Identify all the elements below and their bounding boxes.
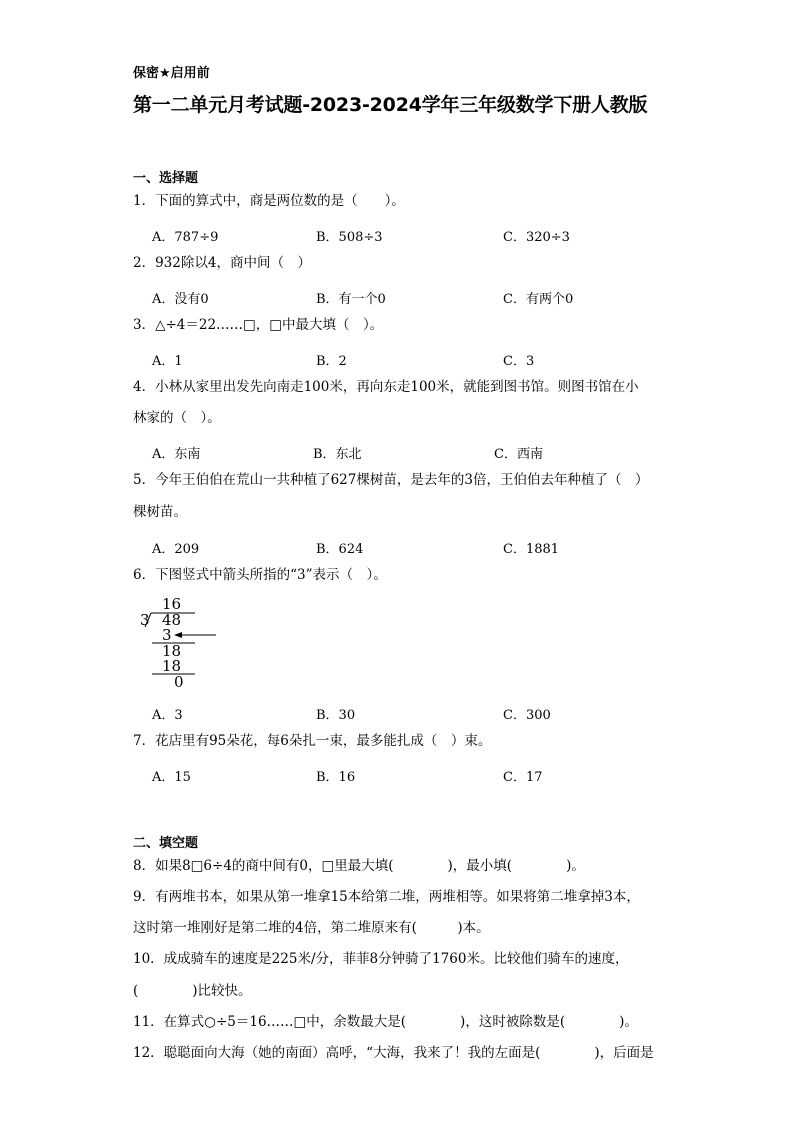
question-3: 3．△÷4＝22……□，□中最大填（ ）。 xyxy=(133,317,384,333)
option-2c: C．有两个0 xyxy=(503,292,574,307)
question-5-line2: 棵树苗。 xyxy=(133,504,187,520)
question-6: 6．下图竖式中箭头所指的“3”表示（ ）。 xyxy=(133,567,387,583)
division-step1: 3 xyxy=(162,626,172,644)
option-4b: B．东北 xyxy=(313,447,362,462)
question-2: 2．932除以4，商中间（ ） xyxy=(133,255,311,271)
option-7c: C．17 xyxy=(503,770,543,785)
option-6c: C．300 xyxy=(503,708,551,723)
question-10-line1: 10．成成骑车的速度是225米/分，菲菲8分钟骑了1760米。比较他们骑车的速度， xyxy=(133,951,629,967)
question-8: 8．如果8□6÷4的商中间有0，□里最大填( )，最小填( )。 xyxy=(133,858,585,874)
option-3b: B．2 xyxy=(316,354,347,369)
option-1c: C．320÷3 xyxy=(503,230,570,245)
secret-label: 保密★启用前 xyxy=(133,66,210,81)
option-4c: C．西南 xyxy=(494,447,543,462)
question-9-line2: 这时第一堆刚好是第二堆的4倍，第二堆原来有( )本。 xyxy=(133,920,490,936)
option-3a: A．1 xyxy=(152,354,183,369)
section-heading-choice: 一、选择题 xyxy=(133,171,199,186)
option-7b: B．16 xyxy=(316,770,356,785)
option-6a: A．3 xyxy=(152,708,183,723)
question-4-line2: 林家的（ ）。 xyxy=(133,410,221,426)
question-11: 11．在算式○÷5＝16……□中，余数最大是( )，这时被除数是( )。 xyxy=(133,1014,638,1030)
page-title: 第一二单元月考试题-2023-2024学年三年级数学下册人教版 xyxy=(133,94,648,116)
question-4-line1: 4．小林从家里出发先向南走100米，再向东走100米，就能到图书馆。则图书馆在小 xyxy=(133,379,639,395)
option-1b: B．508÷3 xyxy=(316,230,383,245)
section-heading-fill: 二、填空题 xyxy=(133,836,199,851)
long-division-figure xyxy=(138,594,228,694)
question-12-line1: 12．聪聪面向大海（她的南面）高呼，“大海，我来了！我的左面是( )，后面是 xyxy=(133,1045,654,1061)
question-9-line1: 9．有两堆书本，如果从第一堆拿15本给第二堆，两堆相等。如果将第二堆拿掉3本， xyxy=(133,889,640,905)
option-6b: B．30 xyxy=(316,708,356,723)
option-1a: A．787÷9 xyxy=(152,230,219,245)
option-3c: C．3 xyxy=(503,354,535,369)
option-4a: A．东南 xyxy=(152,447,201,462)
question-5-line1: 5．今年王伯伯在荒山一共种植了627棵树苗，是去年的3倍，王伯伯去年种植了（ ） xyxy=(133,472,649,488)
option-5c: C．1881 xyxy=(503,542,560,557)
division-quotient: 16 xyxy=(162,595,182,613)
division-step3: 18 xyxy=(162,657,182,675)
division-remainder: 0 xyxy=(174,673,184,691)
division-dividend: 48 xyxy=(162,611,182,629)
question-10-line2: ( )比较快。 xyxy=(133,983,252,999)
division-step2: 18 xyxy=(162,642,182,660)
option-5a: A．209 xyxy=(152,542,200,557)
question-1: 1．下面的算式中，商是两位数的是（ ）。 xyxy=(133,193,405,209)
division-divisor: 3 xyxy=(140,611,150,629)
option-2a: A．没有0 xyxy=(152,292,209,307)
arrow-head-icon xyxy=(174,632,182,638)
option-7a: A．15 xyxy=(152,770,191,785)
option-5b: B．624 xyxy=(316,542,364,557)
option-2b: B．有一个0 xyxy=(316,292,386,307)
question-7: 7．花店里有95朵花，每6朵扎一束，最多能扎成（ ）束。 xyxy=(133,733,492,749)
